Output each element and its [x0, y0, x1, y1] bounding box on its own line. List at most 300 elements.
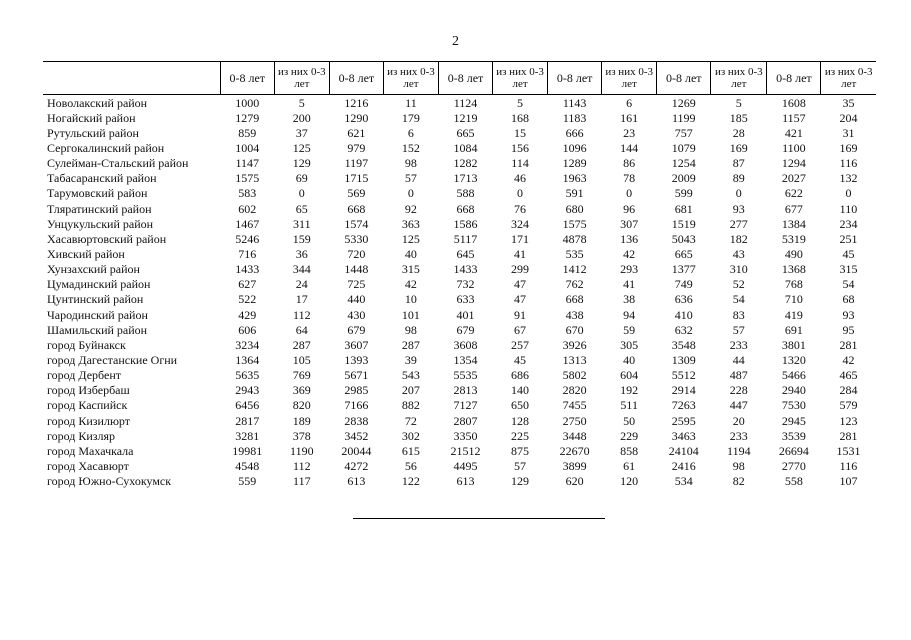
- table-cell: 161: [620, 110, 639, 125]
- table-cell: 1448: [344, 262, 369, 277]
- table-cell: 228: [729, 383, 748, 398]
- table-cell: 6: [626, 95, 633, 110]
- table-cell: 882: [401, 398, 420, 413]
- table-cell: 487: [729, 368, 748, 383]
- table-cell: 1368: [781, 262, 806, 277]
- table-cell: 1320: [781, 352, 806, 367]
- table-cell: 621: [347, 125, 366, 140]
- table-cell: 645: [456, 246, 475, 261]
- table-cell: 4272: [344, 458, 369, 473]
- table-cell: 42: [842, 352, 855, 367]
- table-cell: 429: [238, 307, 257, 322]
- table-cell: 1963: [562, 171, 587, 186]
- table-cell: 419: [784, 307, 803, 322]
- table-row: [43, 428, 876, 443]
- table-cell: 93: [842, 307, 855, 322]
- table-cell: 710: [784, 292, 803, 307]
- table-cell: 490: [784, 246, 803, 261]
- table-cell: 26694: [778, 443, 809, 458]
- table-cell: 1100: [782, 140, 806, 155]
- table-cell: 465: [839, 368, 858, 383]
- table-cell: 2807: [453, 413, 478, 428]
- table-row: [43, 110, 876, 125]
- table-cell: 281: [839, 337, 858, 352]
- table-cell: 61: [623, 458, 636, 473]
- table-cell: 10: [404, 292, 417, 307]
- table-cell: 5: [735, 95, 742, 110]
- table-cell: 36: [295, 246, 308, 261]
- table-cell: 1608: [781, 95, 806, 110]
- table-cell: 310: [729, 262, 748, 277]
- table-cell: 204: [839, 110, 858, 125]
- table-cell: 7127: [453, 398, 478, 413]
- table-cell: 1393: [344, 352, 369, 367]
- table-row: [43, 398, 876, 413]
- row-label: Новолакский район: [47, 95, 148, 110]
- table-cell: 668: [565, 292, 584, 307]
- table-cell: 95: [842, 322, 855, 337]
- table-cell: 2914: [671, 383, 696, 398]
- row-label: город Хасавюрт: [47, 458, 129, 473]
- table-cell: 5319: [781, 231, 806, 246]
- table-cell: 1143: [562, 95, 587, 110]
- table-cell: 378: [292, 428, 311, 443]
- table-cell: 299: [511, 262, 530, 277]
- table-cell: 116: [839, 458, 858, 473]
- table-cell: 6: [407, 125, 414, 140]
- table-cell: 665: [674, 246, 693, 261]
- row-label: город Южно-Сухокумск: [47, 474, 172, 489]
- table-cell: 680: [565, 201, 584, 216]
- column-header: из них 0-3 лет: [602, 62, 657, 95]
- table-cell: 93: [732, 201, 745, 216]
- table-row: [43, 368, 876, 383]
- table-cell: 2813: [453, 383, 478, 398]
- column-header: из них 0-3 лет: [383, 62, 438, 95]
- table-cell: 679: [456, 322, 475, 337]
- table-cell: 559: [238, 474, 257, 489]
- table-cell: 207: [401, 383, 420, 398]
- table-cell: 182: [729, 231, 748, 246]
- table-cell: 41: [623, 277, 636, 292]
- table-cell: 21512: [450, 443, 481, 458]
- table-cell: 5671: [344, 368, 369, 383]
- table-cell: 1364: [235, 352, 260, 367]
- table-cell: 307: [620, 216, 639, 231]
- table-cell: 613: [347, 474, 366, 489]
- table-cell: 152: [401, 140, 420, 155]
- table-cell: 2009: [671, 171, 696, 186]
- table-cell: 2943: [235, 383, 260, 398]
- row-label: Хивский район: [47, 246, 125, 261]
- table-cell: 716: [238, 246, 257, 261]
- table-row: [43, 474, 876, 489]
- table-cell: 5535: [453, 368, 478, 383]
- table-cell: 0: [626, 186, 633, 201]
- table-cell: 1377: [671, 262, 696, 277]
- table-cell: 287: [292, 337, 311, 352]
- table-cell: 3539: [781, 428, 806, 443]
- table-cell: 1190: [290, 443, 314, 458]
- table-cell: 57: [404, 171, 417, 186]
- table-cell: 5512: [671, 368, 696, 383]
- table-cell: 1354: [453, 352, 478, 367]
- table-cell: 7455: [562, 398, 587, 413]
- table-row: [43, 171, 876, 186]
- table-cell: 668: [456, 201, 475, 216]
- column-header: из них 0-3 лет: [493, 62, 548, 95]
- table-cell: 363: [401, 216, 420, 231]
- table-cell: 1384: [781, 216, 806, 231]
- table-cell: 5: [517, 95, 524, 110]
- table-cell: 401: [456, 307, 475, 322]
- table-cell: 691: [784, 322, 803, 337]
- table-cell: 128: [511, 413, 530, 428]
- table-cell: 632: [674, 322, 693, 337]
- table-cell: 315: [401, 262, 420, 277]
- table-cell: 2945: [781, 413, 806, 428]
- table-cell: 179: [401, 110, 420, 125]
- row-label: Тляратинский район: [47, 201, 152, 216]
- table-cell: 681: [674, 201, 693, 216]
- table-cell: 2820: [562, 383, 587, 398]
- table-cell: 4495: [453, 458, 478, 473]
- table-cell: 76: [514, 201, 527, 216]
- table-cell: 3899: [562, 458, 587, 473]
- table-cell: 78: [623, 171, 636, 186]
- table-cell: 5: [298, 95, 305, 110]
- table-cell: 2750: [562, 413, 587, 428]
- table-cell: 98: [404, 322, 417, 337]
- table-cell: 1147: [235, 156, 260, 171]
- table-row: [43, 322, 876, 337]
- table-cell: 324: [511, 216, 530, 231]
- table-body: [43, 95, 876, 489]
- table-cell: 3801: [781, 337, 806, 352]
- table-cell: 98: [732, 458, 745, 473]
- table-cell: 94: [623, 307, 636, 322]
- table-cell: 633: [456, 292, 475, 307]
- column-header: из них 0-3 лет: [711, 62, 767, 95]
- table-cell: 1157: [782, 110, 806, 125]
- table-cell: 37: [295, 125, 308, 140]
- table-cell: 1713: [453, 171, 478, 186]
- table-cell: 511: [620, 398, 638, 413]
- table-cell: 1467: [235, 216, 260, 231]
- table-cell: 3548: [671, 337, 696, 352]
- table-cell: 1575: [235, 171, 260, 186]
- row-label: Сулейман-Стальский район: [47, 156, 189, 171]
- row-label: Хунзахский район: [47, 262, 140, 277]
- table-cell: 602: [238, 201, 257, 216]
- table-cell: 315: [839, 262, 858, 277]
- row-label: Унцукульский район: [47, 216, 154, 231]
- table-cell: 440: [347, 292, 366, 307]
- table-cell: 144: [620, 140, 639, 155]
- table-cell: 1309: [671, 352, 696, 367]
- table-row: [43, 307, 876, 322]
- table-cell: 132: [839, 171, 858, 186]
- table-cell: 620: [565, 474, 584, 489]
- table-cell: 89: [732, 171, 745, 186]
- table-row: [43, 140, 876, 155]
- row-label: город Дагестанские Огни: [47, 352, 178, 367]
- table-row: [43, 292, 876, 307]
- table-cell: 311: [293, 216, 311, 231]
- table-cell: 129: [292, 156, 311, 171]
- table-cell: 125: [401, 231, 420, 246]
- table-cell: 305: [620, 337, 639, 352]
- table-cell: 120: [620, 474, 639, 489]
- table-cell: 233: [729, 428, 748, 443]
- table-cell: 522: [238, 292, 257, 307]
- column-header: из них 0-3 лет: [274, 62, 329, 95]
- table-cell: 50: [623, 413, 636, 428]
- table-cell: 668: [347, 201, 366, 216]
- table-cell: 720: [347, 246, 366, 261]
- table-cell: 859: [238, 125, 257, 140]
- table-cell: 96: [623, 201, 636, 216]
- table-row: [43, 262, 876, 277]
- table-cell: 56: [404, 458, 417, 473]
- table-cell: 159: [292, 231, 311, 246]
- table-cell: 156: [511, 140, 530, 155]
- table-cell: 421: [784, 125, 803, 140]
- table-cell: 45: [514, 352, 527, 367]
- table-cell: 107: [839, 474, 858, 489]
- table-cell: 410: [674, 307, 693, 322]
- table-row: [43, 458, 876, 473]
- row-label: город Кизляр: [47, 428, 116, 443]
- column-header: 0-8 лет: [438, 62, 492, 95]
- table-cell: 192: [620, 383, 639, 398]
- table-row: [43, 125, 876, 140]
- table-cell: 1282: [453, 156, 478, 171]
- table-cell: 627: [238, 277, 257, 292]
- table-cell: 1199: [671, 110, 696, 125]
- table-cell: 1574: [344, 216, 369, 231]
- table-cell: 344: [292, 262, 311, 277]
- table-cell: 369: [292, 383, 311, 398]
- table-cell: 123: [839, 413, 858, 428]
- table-cell: 257: [511, 337, 530, 352]
- table-cell: 1096: [562, 140, 587, 155]
- table-cell: 615: [401, 443, 420, 458]
- table-cell: 1269: [671, 95, 696, 110]
- table-cell: 17: [295, 292, 308, 307]
- column-header: 0-8 лет: [767, 62, 821, 95]
- table-cell: 28: [732, 125, 745, 140]
- table-cell: 749: [674, 277, 693, 292]
- table-cell: 1254: [671, 156, 696, 171]
- table-cell: 98: [404, 156, 417, 171]
- table-cell: 0: [735, 186, 742, 201]
- table-cell: 1216: [344, 95, 369, 110]
- table-cell: 251: [839, 231, 858, 246]
- table-row: [43, 246, 876, 261]
- table-cell: 233: [729, 337, 748, 352]
- table-cell: 47: [514, 277, 527, 292]
- table-cell: 2838: [344, 413, 369, 428]
- table-cell: 1194: [727, 443, 751, 458]
- table-cell: 281: [839, 428, 858, 443]
- table-cell: 47: [514, 292, 527, 307]
- table-cell: 68: [842, 292, 855, 307]
- column-header: 0-8 лет: [548, 62, 602, 95]
- row-label: Ногайский район: [47, 110, 136, 125]
- table-row: [43, 383, 876, 398]
- table-cell: 3448: [562, 428, 587, 443]
- table-cell: 24104: [668, 443, 699, 458]
- table-cell: 820: [292, 398, 311, 413]
- table-cell: 112: [293, 307, 311, 322]
- table-cell: 1313: [562, 352, 587, 367]
- row-label: город Махачкала: [47, 443, 134, 458]
- table-cell: 438: [565, 307, 584, 322]
- table-cell: 583: [238, 186, 257, 201]
- table-cell: 284: [839, 383, 858, 398]
- table-cell: 82: [732, 474, 745, 489]
- row-label: Шамильский район: [47, 322, 148, 337]
- table-cell: 7166: [344, 398, 369, 413]
- table-cell: 558: [784, 474, 803, 489]
- table-cell: 41: [514, 246, 527, 261]
- table-cell: 43: [732, 246, 745, 261]
- table-cell: 22670: [559, 443, 590, 458]
- row-label: Чародинский район: [47, 307, 148, 322]
- table-cell: 4548: [235, 458, 260, 473]
- table-cell: 1079: [671, 140, 696, 155]
- column-header: 0-8 лет: [329, 62, 383, 95]
- table-cell: 5635: [235, 368, 260, 383]
- table-cell: 1433: [453, 262, 478, 277]
- table-cell: 15: [514, 125, 527, 140]
- table-cell: 543: [401, 368, 420, 383]
- table-cell: 169: [729, 140, 748, 155]
- row-label: Тарумовский район: [47, 186, 148, 201]
- table-cell: 679: [347, 322, 366, 337]
- table-cell: 677: [784, 201, 803, 216]
- table-cell: 277: [729, 216, 748, 231]
- table-cell: 140: [511, 383, 530, 398]
- row-label: город Буйнакск: [47, 337, 126, 352]
- table-cell: 293: [620, 262, 639, 277]
- table-cell: 0: [298, 186, 305, 201]
- table-row: [43, 352, 876, 367]
- table-cell: 3452: [344, 428, 369, 443]
- table-cell: 1433: [235, 262, 260, 277]
- table-row: [43, 186, 876, 201]
- table-cell: 105: [292, 352, 311, 367]
- table-cell: 762: [565, 277, 584, 292]
- table-cell: 7263: [671, 398, 696, 413]
- table-cell: 1004: [235, 140, 260, 155]
- table-cell: 1197: [344, 156, 369, 171]
- table-cell: 769: [292, 368, 311, 383]
- table-cell: 3350: [453, 428, 478, 443]
- table-cell: 171: [511, 231, 530, 246]
- table-row: [43, 337, 876, 352]
- table-cell: 2416: [671, 458, 696, 473]
- table-cell: 622: [784, 186, 803, 201]
- table-cell: 59: [623, 322, 636, 337]
- table-cell: 117: [293, 474, 311, 489]
- table-cell: 732: [456, 277, 475, 292]
- table-cell: 189: [292, 413, 311, 428]
- table-cell: 591: [565, 186, 584, 201]
- table-cell: 4878: [562, 231, 587, 246]
- table-cell: 38: [623, 292, 636, 307]
- table-row: [43, 277, 876, 292]
- table-cell: 19981: [232, 443, 263, 458]
- table-cell: 636: [674, 292, 693, 307]
- table-cell: 2940: [781, 383, 806, 398]
- row-label: город Дербент: [47, 368, 121, 383]
- table-cell: 604: [620, 368, 639, 383]
- table-cell: 64: [295, 322, 308, 337]
- table-cell: 2817: [235, 413, 260, 428]
- page-number: 2: [452, 34, 459, 49]
- table-cell: 31: [842, 125, 855, 140]
- table-cell: 86: [623, 156, 636, 171]
- table-cell: 3463: [671, 428, 696, 443]
- table-cell: 20: [732, 413, 745, 428]
- table-row: [43, 231, 876, 246]
- table-cell: 72: [404, 413, 417, 428]
- table-cell: 858: [620, 443, 639, 458]
- table-cell: 11: [405, 95, 417, 110]
- table-cell: 136: [620, 231, 639, 246]
- table-cell: 23: [623, 125, 636, 140]
- table-cell: 168: [511, 110, 530, 125]
- table-row: [43, 413, 876, 428]
- table-cell: 1715: [344, 171, 369, 186]
- table-cell: 534: [674, 474, 693, 489]
- table-cell: 65: [295, 201, 308, 216]
- table-cell: 287: [401, 337, 420, 352]
- table-cell: 116: [839, 156, 858, 171]
- table-cell: 1290: [344, 110, 369, 125]
- table-cell: 3234: [235, 337, 260, 352]
- row-label: город Избербаш: [47, 383, 130, 398]
- table-cell: 588: [456, 186, 475, 201]
- table-row: [43, 201, 876, 216]
- row-label: Табасаранский район: [47, 171, 157, 186]
- table-cell: 125: [292, 140, 311, 155]
- table-cell: 1294: [781, 156, 806, 171]
- table-cell: 3607: [344, 337, 369, 352]
- table-row: [43, 216, 876, 231]
- statistics-table: [43, 61, 876, 489]
- table-cell: 606: [238, 322, 257, 337]
- table-cell: 0: [407, 186, 414, 201]
- table-cell: 665: [456, 125, 475, 140]
- table-cell: 44: [732, 352, 745, 367]
- table-cell: 430: [347, 307, 366, 322]
- table-cell: 1575: [562, 216, 587, 231]
- table-header-row: [43, 62, 876, 95]
- table-row: [43, 95, 876, 111]
- row-label: Цумадинский район: [47, 277, 151, 292]
- table-cell: 46: [514, 171, 527, 186]
- table-cell: 112: [293, 458, 311, 473]
- table-cell: 670: [565, 322, 584, 337]
- table-cell: 757: [674, 125, 693, 140]
- table-cell: 5117: [453, 231, 478, 246]
- table-cell: 67: [514, 322, 527, 337]
- table-cell: 686: [511, 368, 530, 383]
- column-header: 0-8 лет: [657, 62, 711, 95]
